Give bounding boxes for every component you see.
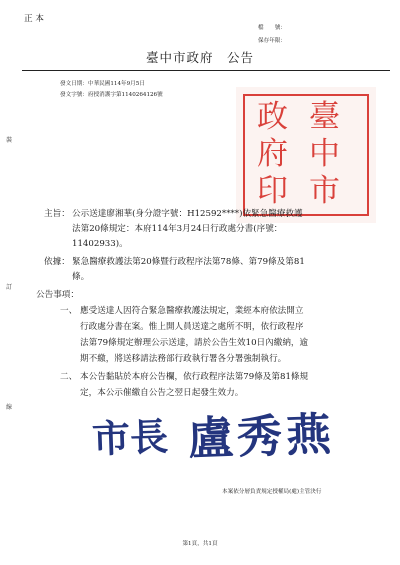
retention-label: 保存年限： [258,38,286,44]
notice-label: 公告事項： [36,290,79,300]
binding-mark-top: 裝 [6,137,13,144]
seal-char: 中 [309,136,340,172]
document-number: 發文字號：府授消護字第1140264126號 [60,92,163,98]
item-line: 本公告黏貼於本府公告欄，依行政程序法第79條及第81條規 [80,372,309,382]
basis-label: 依據： [44,257,70,267]
item-line: 行政處分書在案。惟上開人員送達之處所不明，依行政程序 [80,322,304,332]
seal-char: 府 [257,136,288,172]
seal-char: 市 [309,173,340,209]
item-number: 一、 [60,306,78,316]
seal-char: 政 [257,99,288,135]
signature-title: 市長 [91,413,169,462]
item-line: 法第79條規定辦理公示送達，請於公告生效10日內繳納，逾 [80,338,309,348]
divider [22,70,390,71]
binding-mark-middle: 訂 [6,284,13,291]
subject-line: 法第20條規定：本府114年3月24日行政處分書(序號： [72,224,283,234]
page-number: 第1頁，共1頁 [182,541,218,547]
issue-date: 發文日期：中華民國114年9月5日 [60,81,145,87]
basis-line: 緊急醫療救護法第20條暨行政程序法第78條、第79條及第81 [72,257,305,267]
archive-number-label: 檔 號： [258,25,286,31]
subject-line: 11402933)。 [72,239,128,249]
basis-line: 條。 [72,272,90,282]
seal-char: 臺 [309,99,340,135]
item-line: 定，本公示催繳自公告之翌日起發生效力。 [80,388,244,398]
item-line: 應受送達人因符合緊急醫療救護法規定，業經本府依法開立 [80,306,304,316]
delegation-note: 本案依分層負責規定授權局(處)主管決行 [222,489,322,495]
binding-mark-bottom: 線 [6,404,13,411]
seal-char: 印 [257,173,288,209]
copy-mark: 正 本 [24,14,44,24]
subject-label: 主旨： [44,209,70,219]
signature-name: 盧秀燕 [187,407,336,466]
official-seal [236,87,376,223]
item-number: 二、 [60,372,78,382]
page-title: 臺中市政府 公告 [145,50,254,65]
item-line: 期不繳，將送移請法務部行政執行署各分署強制執行。 [80,354,287,364]
subject-line: 公示送達廖湘華(身分證字號：H12592****)依緊急醫療救護 [72,209,303,219]
